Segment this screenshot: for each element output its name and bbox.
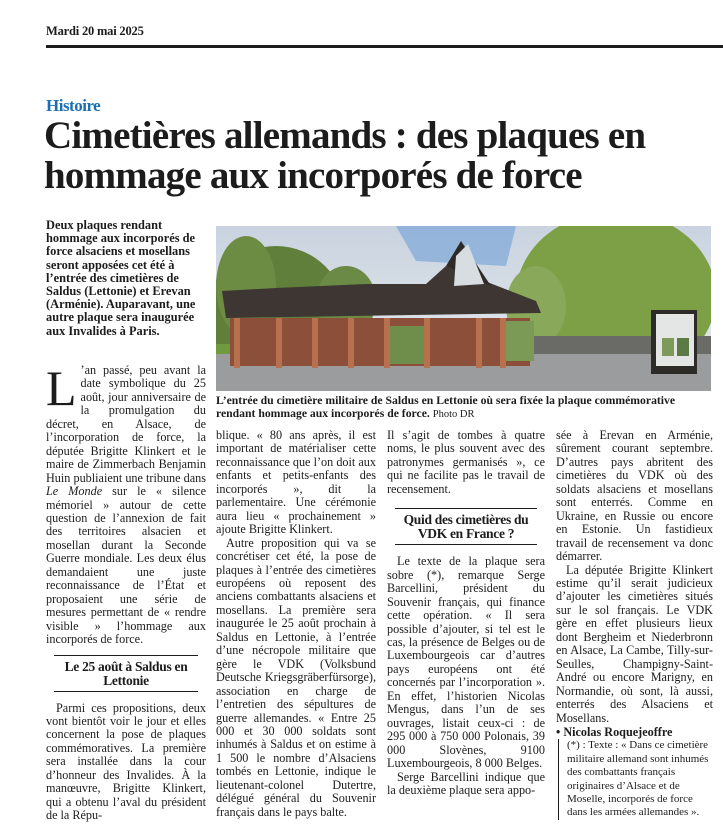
paragraph: blique. « 80 ans après, il est important de matérialiser cette reconnaissance que l’on doit aux enfants et petits-enfants des incorporés », dit la parlementaire. Une cérémonie aura lieu « prochainement » ajoute Brigitte Klinkert.	[216, 428, 376, 537]
column-3	[387, 429, 545, 797]
paragraph: Serge Barcellini indique que la deuxième plaque sera appo-	[387, 769, 545, 797]
paragraph: Parmi ces propositions, deux vont bientôt voir le jour et elles concernent la pose de plaques commémoratives. La première sera installée dans la cour d’honneur des Invalides. À la manœuvre, Brigitte Klinkert, qui a obtenu l’aval du président de la Répu-	[46, 700, 206, 823]
author-signature: • Nicolas Roquejeoffre	[556, 724, 673, 739]
column-2	[216, 429, 376, 819]
article-title: Cimetières allemands : des plaques en hommage aux incorporés de force	[44, 114, 646, 197]
paragraph: La députée Brigitte Klinkert estime qu’il serait judicieux d’ajouter les cimetières situés sur le sol français. Le VDK gère en effet plusieurs lieux dont Bergheim et Niederbronn en Alsace, La Cambe, Tilly-sur-Seulles, Champigny-Saint-André ou encore Marigny, en Normandie, où sont, là aussi, enterrés des Alsaciens et Mosellans.	[556, 562, 713, 725]
column-1	[46, 360, 207, 823]
paragraph: Le texte de la plaque sera sobre (*), remarque Serge Barcellini, président du Souvenir français, qui finance cette opération. « Il sera possible d’ajouter, si tel est le cas, la présence de Belges ou de Luxembourgeois car d’autres pays européens ont été concernés par l’incorporation ». En effet, l’historien Nicolas Mengus, dans l’un de ses ouvrages, listait ceux-ci : de 295 000 à 750 000 Polonais, 39 000 Slovènes, 9100 Luxembourgeois, 8 000 Belges.	[387, 554, 545, 771]
newspaper-name: Le Monde	[46, 484, 103, 499]
footnote: (*) : Texte : « Dans ce cimetière militaire allemand sont inhumés des combattants français originaires d’Alsace et de Moselle, incorporés de force dans les armées allemandes ».	[558, 739, 713, 819]
paragraph: sée à Erevan en Arménie, sûrement courant septembre. D’autres pays abritent des cimetières du VDK où des soldats alsaciens et mosellans sont enterrés. Comme en Ukraine, en Russie ou encore en Estonie. Un fastidieux travail de recensement va donc démarrer.	[556, 428, 713, 564]
intro-paragraph	[46, 360, 207, 647]
paragraph: Il s’agit de tombes à quatre noms, le plus souvent avec des patronymes germanisés », ce qui ne facilite pas le travail de recensement.	[387, 428, 545, 496]
photo-caption	[216, 394, 713, 422]
section-rubric: Histoire	[46, 96, 101, 115]
drop-cap: L	[46, 360, 77, 416]
column-4	[556, 429, 713, 820]
header-rule	[46, 45, 723, 48]
caption-text: L’entrée du cimetière militaire de Saldus en Lettonie où sera fixée la plaque commémorative rendant hommage aux incorporés de force.	[216, 394, 676, 421]
paragraph-text: ’an passé, peu avant la date symbolique du 25 août, jour anniversaire de la promulgation du décret, en Alsace, de l’incorporation de force, la députée Brigitte Klinkert et le maire de Zimmerbach Benjamin Huin publiaient une tribune dans	[46, 363, 206, 485]
issue-date: Mardi 20 mai 2025	[46, 24, 144, 38]
paragraph-text: sur le « silence mémoriel » autour de cette question de l’annexion de fait des territoires alsacien et mosellan durant la Seconde Guerre mondiale. Les deux élus demandaient une juste reconnaissance de l’État et proposaient une série de mesures permettant de « rendre visible » l’hommage aux incorporés de force.	[46, 484, 207, 647]
paragraph: Autre proposition qui va se concrétiser cet été, la pose de plaques à l’entrée des cimetières européens où reposent des anciens combattants alsaciens et mosellans. La première sera inaugurée le 25 août prochain à Saldus en Lettonie, à l’entrée d’une nécropole militaire que gère le VDK (Volksbund Deutsche Kriegsgräberfürsorge), association en charge de l’entretien des sépultures de guerre allemandes. « Entre 25 000 et 30 000 soldats sont inhumés à Saldus et on estime à 1 500 le nombre d’Alsaciens tombés en Lettonie, indique le lieutenant-colonel Dutertre, délégué général du Souvenir français dans le pays balte.	[216, 535, 376, 819]
subheading: Le 25 août à Saldus en Lettonie	[54, 655, 198, 692]
cemetery-photo	[216, 226, 711, 391]
subheading: Quid des cimetières du VDK en France ?	[395, 508, 537, 545]
article-lead: Deux plaques rendant hommage aux incorporés de force alsaciens et mosellans seront apposées cet été à l’entrée des cimetières de Saldus (Lettonie) et Erevan (Arménie). Auparavant, une autre plaque sera inaugurée aux Invalides à Paris.	[46, 218, 196, 338]
photo-credit: Photo DR	[432, 409, 475, 421]
